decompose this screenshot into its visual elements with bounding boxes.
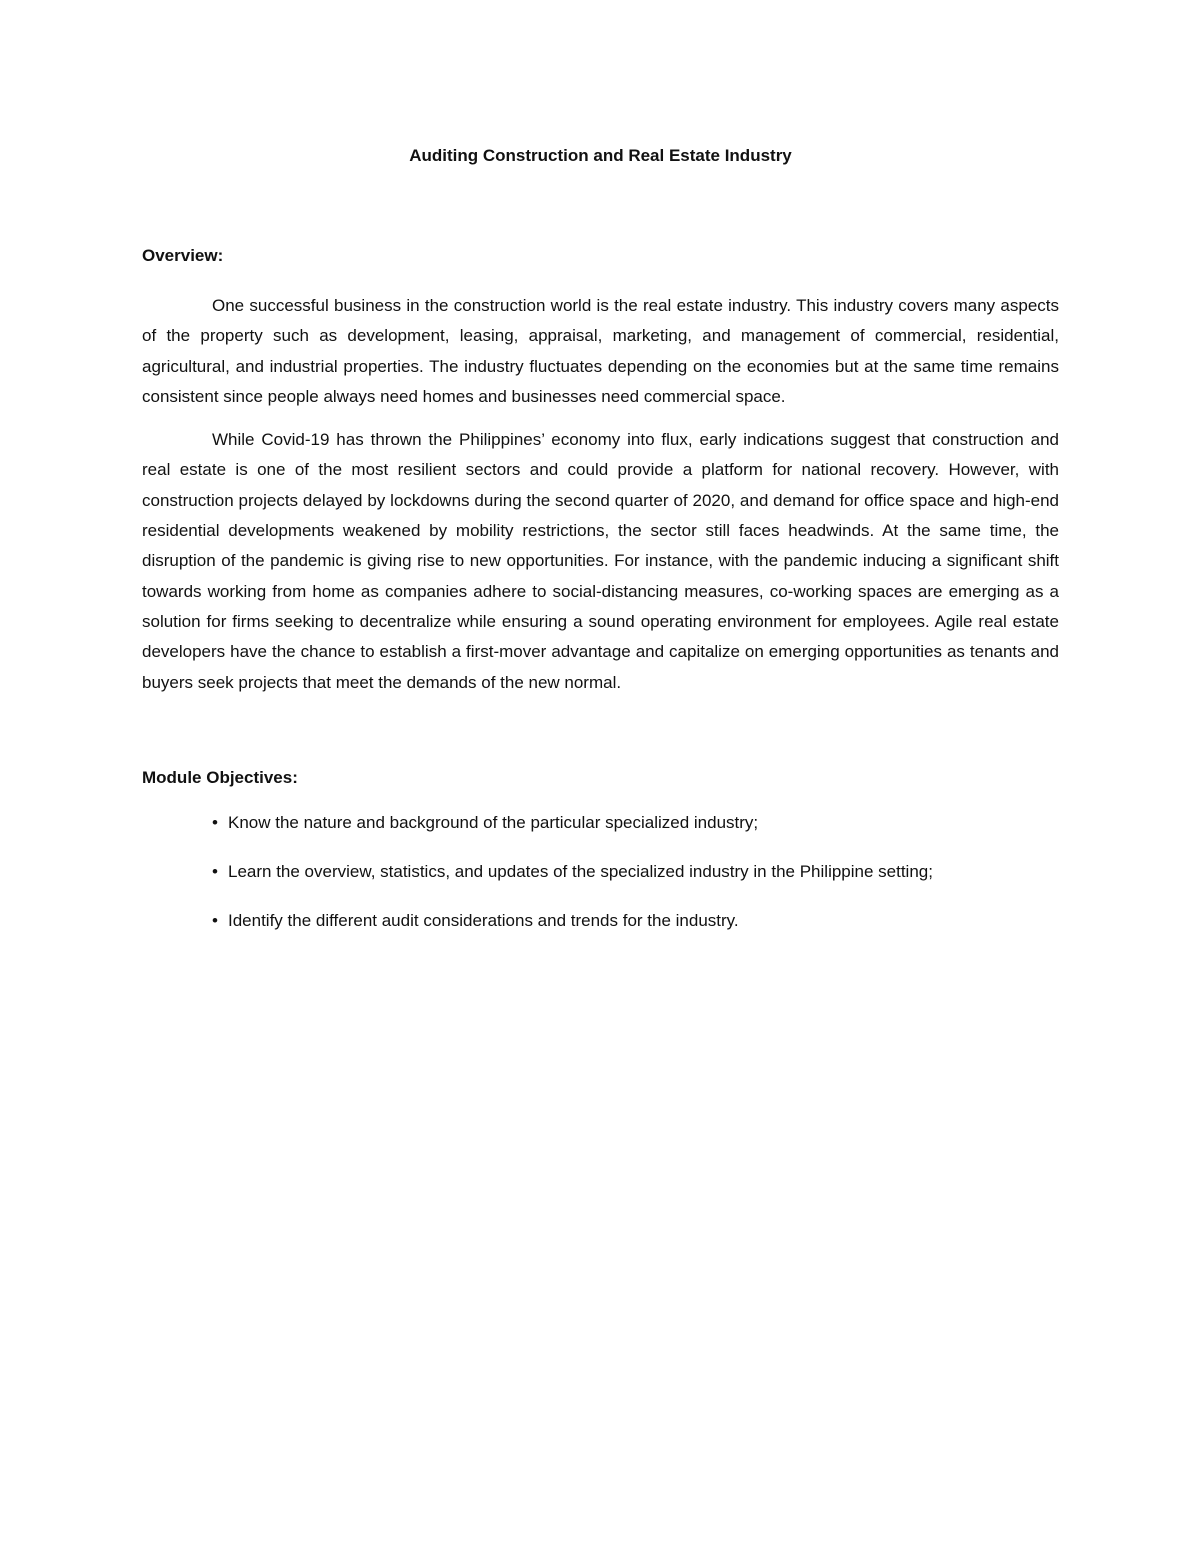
objective-text-1: Know the nature and background of the particular specialized industry; xyxy=(228,812,759,832)
module-objectives-heading: Module Objectives: xyxy=(142,767,298,787)
bullet-icon: • xyxy=(212,910,218,930)
overview-heading: Overview: xyxy=(142,246,224,265)
bullet-icon: • xyxy=(212,812,218,832)
objective-text-3: Identify the different audit considerations and trends for the industry. xyxy=(228,910,739,930)
overview-paragraph-2: While Covid-19 has thrown the Philippines’ economy into flux, early indications suggest that construction and real estate is one of the most resilient sectors and could provide a platform for national recovery. However, with construction projects delayed by lockdowns during the second quarter of 2020, and demand for office space and high-end residential developments weakened by mobility restrictions, the sector still faces headwinds. At the same time, the disruption of the pandemic is giving rise to new opportunities. For instance, with the pandemic inducing a significant shift towards working from home as companies adhere to social-distancing measures, co-working spaces are emerging as a solution for firms seeking to decentralize while ensuring a sound operating environment for employees. Agile real estate developers have the chance to establish a first-mover advantage and capitalize on emerging opportunities as tenants and buyers seek projects that meet the demands of the new normal. xyxy=(142,430,1059,692)
document-content xyxy=(142,143,1059,958)
objective-item-3 xyxy=(212,909,1059,933)
document-title: Auditing Construction and Real Estate Industry xyxy=(409,146,792,165)
overview-paragraph-1: One successful business in the construction world is the real estate industry. This industry covers many aspects of the property such as development, leasing, appraisal, marketing, and management of commercial, residential, agricultural, and industrial properties. The industry fluctuates depending on the economies but at the same time remains consistent since people always need homes and businesses need commercial space. xyxy=(142,296,1059,406)
objective-item-2 xyxy=(212,860,1059,884)
objective-text-2: Learn the overview, statistics, and updates of the specialized industry in the Philippine setting; xyxy=(228,861,933,881)
objectives-list xyxy=(142,811,1059,933)
objective-item-1 xyxy=(212,811,1059,835)
bullet-icon: • xyxy=(212,861,218,881)
